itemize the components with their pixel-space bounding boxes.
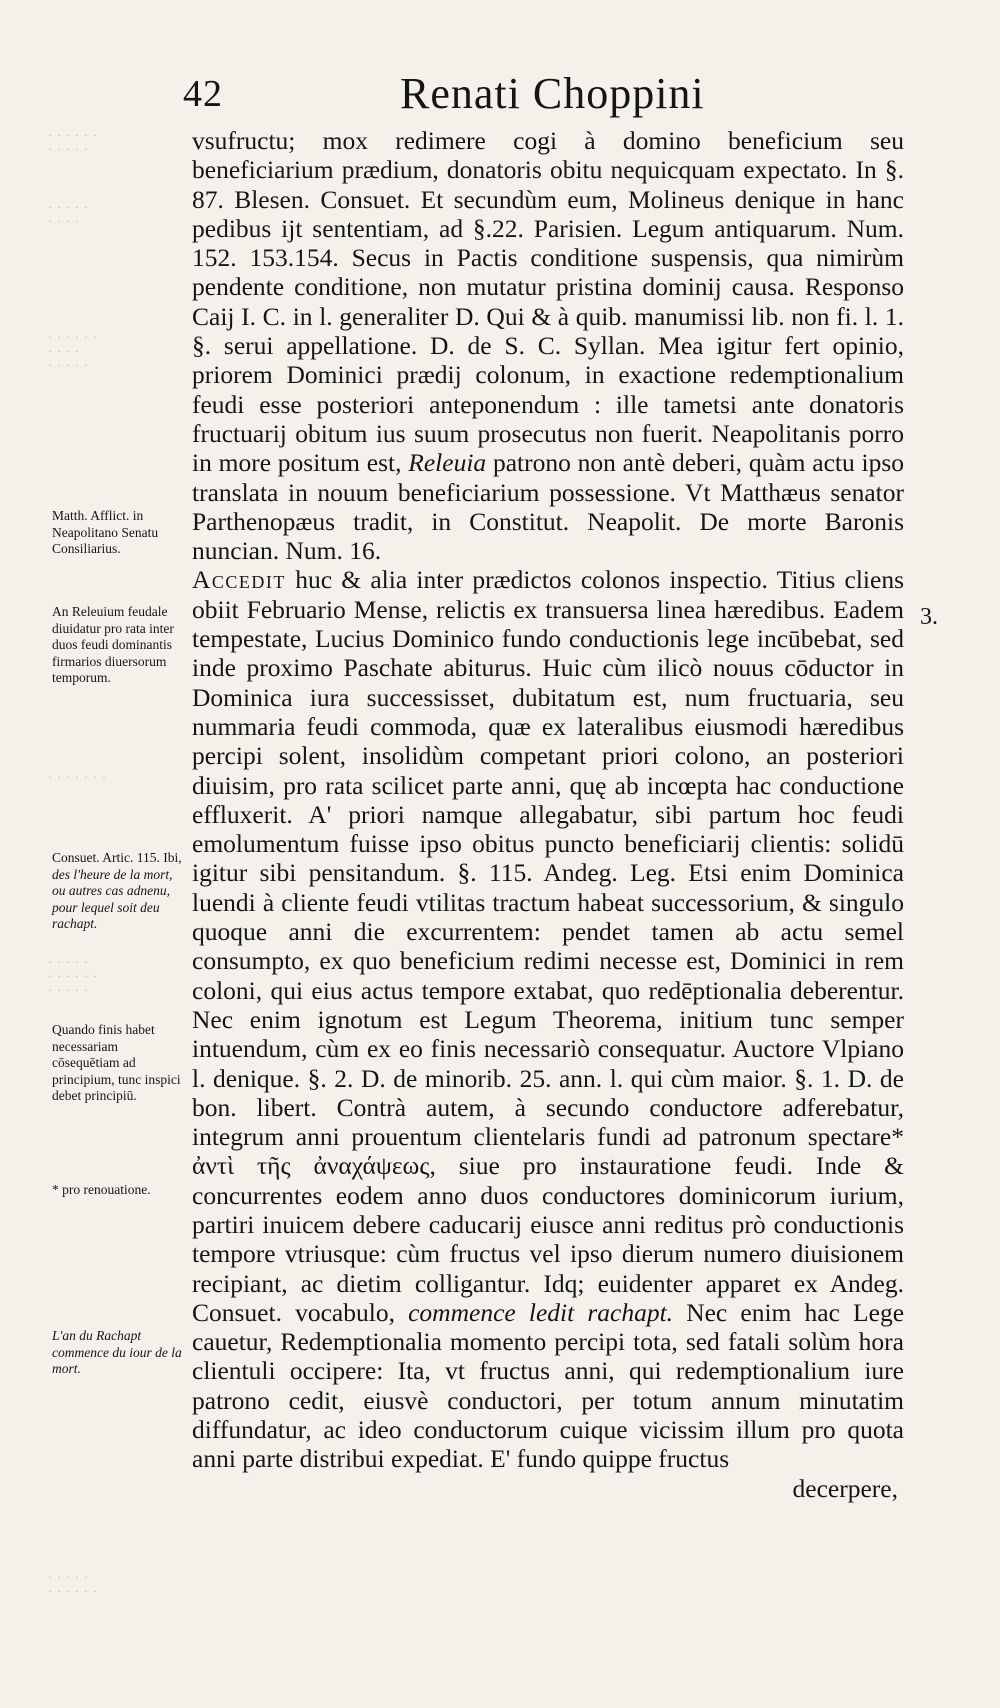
show-through-mark: · · · · · · · · · · · · · · · · [48,955,98,997]
margin-note-ref: Consuet. Artic. 115. [52,850,160,865]
paragraph-lead-word: Accedit [192,565,286,595]
page-number: 42 [183,73,223,115]
margin-note: Quando finis habet necessariam cōsequētiam ad principium, tunc inspici debet principiū. [52,1022,181,1103]
margin-note: * pro renouatione. [52,1182,151,1197]
show-through-mark: · · · · · · · · · · · [48,128,98,156]
paragraph-text: Nec enim hac Lege cauetur, Redemptionalia momento percipi tota, sed fatali solùm hora clientuli occipere: Ita, vt fructus anni, qui redemptionalium iure patrono cedit, eiusvè conductori, per totum annum minutatim diffundatur, ac ideo conductorum cuique vicissim illum pro quota anni parte distribui expediat. E' fundo quippe fructus [192,1297,905,1474]
main-text [192,126,904,1503]
margin-note [52,850,186,933]
running-head: Renati Choppini [400,69,705,118]
show-through-mark: · · · · · · · · · [48,200,89,228]
show-through-mark: · · · · · · · · · · · [48,1570,98,1598]
paragraph-text: huc & alia inter prædictos colonos inspectio. Titius cliens obiit Februario Mense, relictis ex transuersa linea hæredibus. Eadem tempestate, Lucius Dominico fundo conductionis lege incūbebat, sed inde proximo Paschate abiturus. Huic cùm ilicò nouus cōductor in Dominica iura successisset, dubitatum est, num fructuaria, seu nummaria feudi commoda, quæ ex lateralibus eiusmodi hæredibus percipi solent, insolidùm competant priori colono, an posteriori diuisim, pro rata scilicet parte anni, quę ab incœpta hac conductione effluxerit. A' priori namque allegabatur, sibi partum hoc feudi emolumentum fuisse ipso obitus puncto beneficiarij clientis: solidū igitur sibi pensitandum. §. 115. Andeg. Leg. Etsi enim Dominica luendi à cliente feudi vtilitas tractum habeat successorium, & singulo quoque anni die excurrentem: pendet tamen ab actu semel consumpto, ex quo beneficium redimi necesse est, Dominici in rem coloni, qui eius actus tempore extabat, quo redēptionalia deberentur. Nec enim ignotum est Legum Theorema, initium tunc semper intuendum, cùm ex eo finis necessariò consequatur. Auctore Vlpiano l. denique. §. 2. D. de minorib. 25. ann. l. qui cùm maior. §. 1. D. de bon. libert. Contrà autem, à secundo conductore adferebatur, integrum anni prouentum clientelaris fundi ad patronum spectare* [192,565,904,1152]
paragraph-text: patrono non antè deberi, quàm actu ipso translata in nouum beneficiarium possessione. Vt Matthæus senator Parthenopæus tradit, in Constitut. Neapolit. De morte Baronis nuncian. Num. 16. [192,448,905,566]
greek-phrase: ἀντὶ τῆς ἀναχάψεως [192,1151,430,1181]
margin-note-ibi: Ibi, [163,850,182,865]
italic-term: Releuia [408,448,487,478]
catchword: decerpere, [792,1473,898,1503]
paragraph-number: 3. [920,604,938,630]
margin-note [52,1328,186,1378]
show-through-mark: · · · · · · · [48,770,107,784]
paragraph [192,565,904,1473]
paragraph-text: vsufructu; mox redimere cogi à domino beneficium seu beneficiarium prædium, donatoris obitu nequicquam expectato. In §. 87. Blesen. Consuet. Et secundùm eum, Molineus denique in hanc pedibus ijt sententiam, ad §.22. Parisien. Legum antiquarum. Num. 152. 153.154. Secus in Pactis conditione suspensis, qua nimirùm pendente conditione, non mutatur pristina dominij causa. Responso Caij I. C. in l. generaliter D. Qui & à quib. manumissi lib. non fi. l. 1. §. serui appellatione. D. de S. C. Syllan. Mea igitur fert opinio, priorem Dominici prædij colonum, in exactione redemptionalium feudi esse posteriori anteponendum : ille tametsi ante donatoris fructuarij obitum ius suum prosecutus non fuerit. Neapolitanis porro in more positum est, [192,126,904,478]
paragraph [192,126,904,565]
margin-note-text: L'an du Rachapt commence du iour de la mort. [52,1328,182,1376]
margin-note-quote: des l'heure de la mort, ou autres cas adnenu, pour lequel soit deu rachapt. [52,866,173,931]
margin-note: An Releuium feudale diuidatur pro rata inter duos feudi dominantis firmarios diuersorum temporum. [52,604,174,685]
paragraph-text: , siue pro instauratione feudi. Inde & concurrentes eodem anno duos conductores dominicorum iurium, partiri inuicem debere caducarij eiusce anni reditus prò conductionis tempore vtriusque: cùm fructus vel ipso dierum numero diuisionem recipiant, ac dietim colligantur. Idq; euidenter apparet ex Andeg. Consuet. vocabulo, [192,1151,904,1327]
show-through-mark: · · · · · · · · · · · · · · · [48,330,98,372]
french-quote: commence ledit rachapt. [408,1297,674,1327]
margin-note: Matth. Afflict. in Neapolitano Senatu Consiliarius. [52,508,159,556]
